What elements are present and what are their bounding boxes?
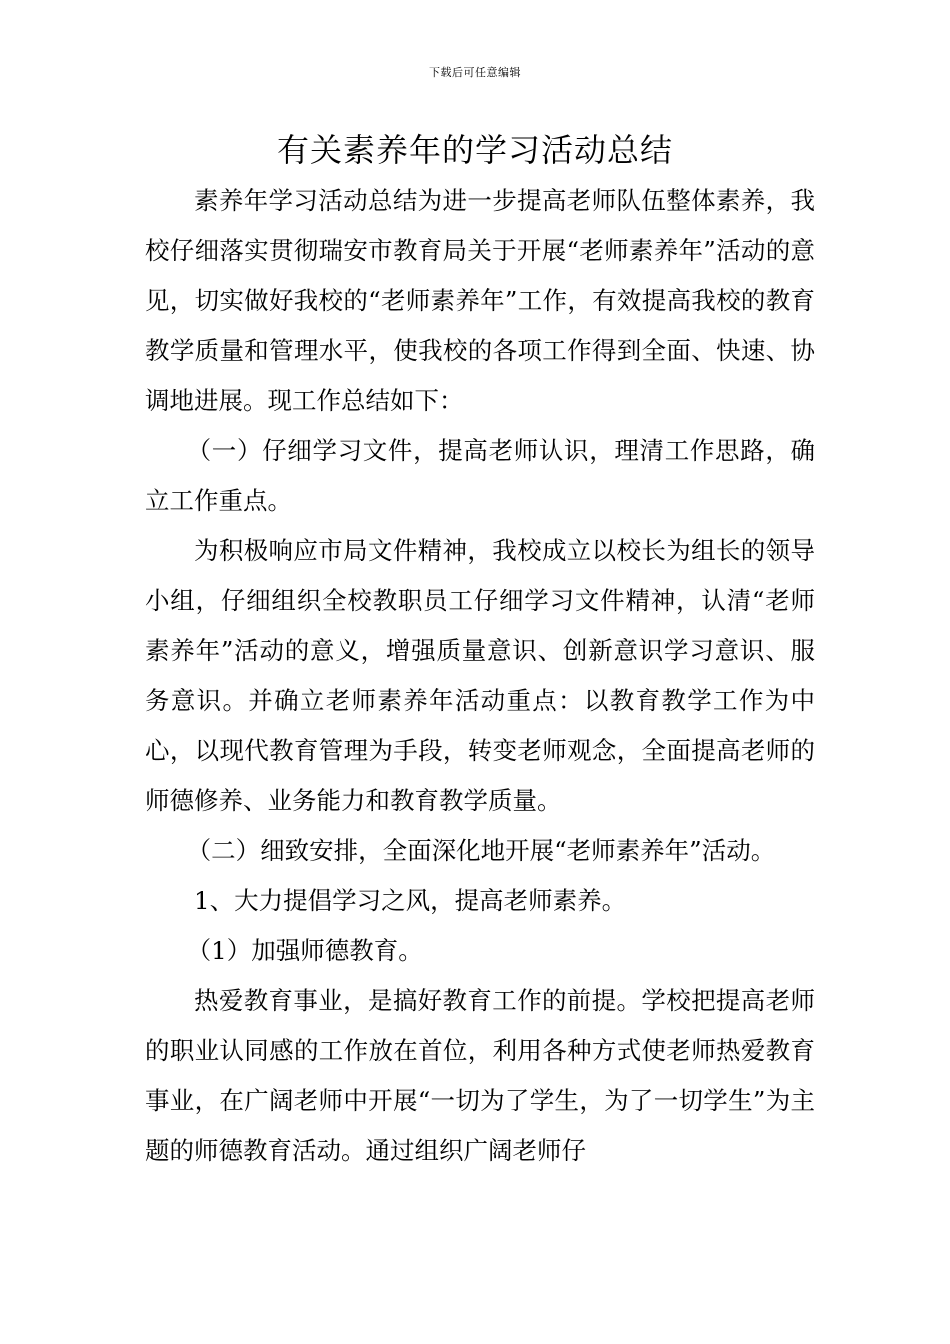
paragraph-subitem-1: （1）加强师德教育。 xyxy=(186,936,423,965)
document-title: 有关素养年的学习活动总结 xyxy=(276,131,673,169)
header-note: 下载后可任意编辑 xyxy=(429,66,521,79)
paragraph-teacher-ethics: 热爱教育事业，是搞好教育工作的前提。学校把提高老师的职业认同感的工作放在首位，利用各种方式使老师热爱教育事业，在广阔老师中开展“一切为了学生，为了一切学生”为主题的师德教育活动。通过组织广阔老师仔 xyxy=(145,986,815,1165)
paragraph-section-1-heading: （一）仔细学习文件，提高老师认识，理清工作思路，确立工作重点。 xyxy=(145,436,815,515)
paragraph-intro: 素养年学习活动总结为进一步提高老师队伍整体素养，我校仔细落实贯彻瑞安市教育局关于开展“老师素养年”活动的意见，切实做好我校的“老师素养年”工作，有效提高我校的教育教学质量和管理水平，使我校的各项工作得到全面、快速、协调地进展。现工作总结如下： xyxy=(145,186,815,415)
paragraph-section-1-body: 为积极响应市局文件精神，我校成立以校长为组长的领导小组，仔细组织全校教职员工仔细学习文件精神，认清“老师素养年”活动的意义，增强质量意识、创新意识学习意识、服务意识。并确立老师素养年活动重点：以教育教学工作为中心，以现代教育管理为手段，转变老师观念，全面提高老师的师德修养、业务能力和教育教学质量。 xyxy=(145,536,815,815)
document-body xyxy=(145,176,815,1176)
paragraph-section-2-heading: （二）细致安排，全面深化地开展“老师素养年”活动。 xyxy=(186,836,776,865)
paragraph-item-1: 1、大力提倡学习之风，提高老师素养。 xyxy=(194,886,627,915)
